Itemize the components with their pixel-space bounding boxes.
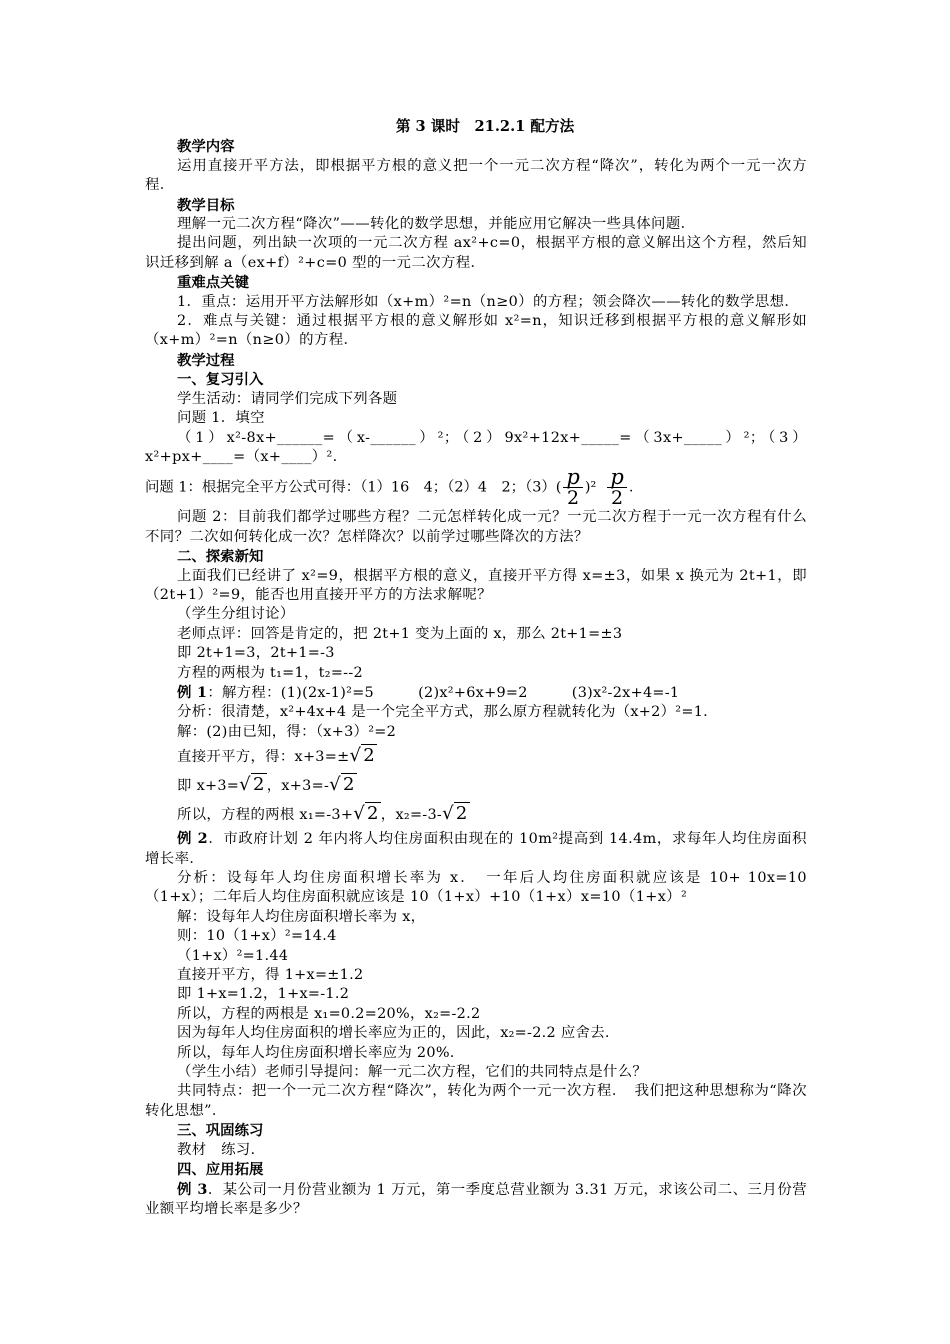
text: ，x₂=-3- [380,807,443,824]
fraction [607,467,626,508]
radicand: 2 [252,774,265,796]
text-line: 则：10（1+x）²=14.4 [177,928,337,945]
example-text: ．市政府计划 2 年内将人均住房面积由现在的 10m²提高到 14.4m，求每年人均住房面积增长率． [145,831,807,867]
text-line: 因为每年人均住房面积的增长率应为正的，因此，x₂=-2.2 应舍去. [177,1025,610,1042]
q1-answer-line: 问题 1：根据完全平方公式可得：（1）16 4；（2）4 2；（3）( $\frac{p}{2}$ )² $\frac{p}{2}$ . [145,465,634,510]
paragraph: 运用直接开平方法，即根据平方根的意义把一个一元二次方程“降次”，转化为两个一元一次方程． [145,157,807,194]
heading-apply: 四、应用拓展 [177,1161,264,1179]
text-line: 即 2t+1=3，2t+1=-3 [177,645,335,662]
example-text: ：解方程：(1)(2x-1)²=5 (2)x²+6x+9=2 (3)x²-2x+4=-1 [207,684,680,701]
sqrt-symbol: √ 2 [442,803,468,825]
example-2 [145,829,807,869]
heading-goal: 教学目标 [177,196,235,214]
text: 所以，方程的两根 x₁=-3+ [177,807,354,824]
paragraph: 问题 2：目前我们都学过哪些方程？二元怎样转化成一元？一元二次方程于一元一次方程有什么不同？二次如何转化成一次？怎样降次？以前学过哪些降次的方法？ [145,509,807,545]
text-line: 教材 练习. [177,1141,256,1158]
text-line: 所以，方程的两根是 x₁=0.2=20%，x₂=-2.2 [177,1005,481,1022]
paragraph: 共同特点：把一个一元二次方程“降次”，转化为两个一元一次方程． 我们把这种思想称为“降次转化思想”． [145,1083,807,1119]
text-line: 问题 1．填空 [177,410,265,427]
text-line: 解：(2)由已知，得：（x+3）²=2 [177,723,397,740]
radicand: 2 [367,803,379,825]
heading-key: 重难点关键 [177,274,249,292]
text-line: 老师点评：回答是肯定的，把 2t+1 变为上面的 x，那么 2t+1=±3 [177,625,623,642]
text-line [145,742,807,771]
text: 即 x+3= [177,778,240,795]
text-line: 直接开平方，得 1+x=±1.2 [177,967,364,984]
text-line: （1+x）²=1.44 [177,947,289,964]
fraction-denominator: 2 [611,487,624,510]
text: 直接开平方，得：x+3=± [177,749,350,766]
paragraph: 理解一元二次方程“降次”——转化的数学思想，并能应用它解决一些具体问题． [177,216,696,233]
example-3 [145,1180,807,1220]
text: ，x+3=- [266,778,330,795]
page-title: 第 3 课时 21.2.1 配方法 [395,118,575,135]
text-line: 分析：很清楚，x²+4x+4 是一个完全平方式，那么原方程就转化为（x+2）²=1. [177,704,709,721]
example-label: 例 3 [177,1180,208,1198]
paragraph: 2．难点与关键：通过根据平方根的意义解形如 x²=n，知识迁移到根据平方根的意义解形如（x+m）²=n（n≥0）的方程． [145,313,807,349]
text-line [145,771,807,800]
example-label: 例 1 [177,683,208,701]
fraction-numerator: p [607,467,626,488]
text-line: 解：设每年人均住房面积增长率为 x， [177,908,426,925]
paragraph: （1）x²-8x+______=（x-______）²；（2）9x²+12x+_____=（3x+_____）²；（3）x²+px+____=（x+____）². [145,429,807,465]
example-1 [145,683,807,703]
heading-explore: 二、探索新知 [177,548,264,566]
paragraph: 上面我们已经讲了 x²=9，根据平方根的意义，直接开平方得 x=±3，如果 x 换元为 2t+1，即（2t+1）²=9，能否也用直接开平方的方法求解呢？ [145,567,807,603]
sqrt-symbol: √ 2 [329,774,355,796]
heading-practice: 三、巩固练习 [177,1122,264,1140]
paragraph: 分析：设每年人均住房面积增长率为 x． 一年后人均住房面积就应该是 10+ 10x=10（1+x）；二年后人均住房面积就应该是 10（1+x）+10（1+x）x=10（1+x）² [145,870,807,906]
sqrt-symbol: √ 2 [353,803,379,825]
fraction [563,467,582,508]
q1-answer-tail: )² [584,479,597,496]
text-line: （学生小结）老师引导提问：解一元二次方程，它们的共同特点是什么？ [177,1064,648,1081]
example-text: ．某公司一月份营业额为 1 万元，第一季度总营业额为 3.31 万元，求该公司二、三月份营业额平均增长率是多少？ [145,1181,807,1217]
q1-answer-text: 问题 1：根据完全平方公式可得：（1）16 4；（2）4 2；（3）( [145,479,562,496]
heading-review: 一、复习引入 [177,371,264,389]
sqrt-symbol: √ 2 [349,745,376,767]
text-line: 即 1+x=1.2，1+x=-1.2 [177,986,350,1003]
heading-process: 教学过程 [177,351,235,369]
paragraph: 1．重点：运用开平方法解形如（x+m）²=n（n≥0）的方程；领会降次——转化的数学思想． [177,293,800,310]
text-line: 所以，每年人均住房面积增长率应为 20%. [177,1044,455,1061]
example-label: 例 2 [177,830,209,848]
text-line: （学生分组讨论） [177,606,295,623]
fraction-numerator: p [563,467,582,488]
text-line [145,800,807,829]
paragraph: 提出问题，列出缺一次项的一元二次方程 ax²+c=0，根据平方根的意义解出这个方程，然后知识迁移到解 a（ex+f）²+c=0 型的一元二次方程． [145,235,807,271]
radicand: 2 [455,803,468,825]
heading-content: 教学内容 [177,138,235,156]
text-line: 方程的两根为 t₁=1，t₂=--2 [177,664,363,681]
fraction-denominator: 2 [567,487,580,510]
text-line: 学生活动：请同学们完成下列各题 [177,390,398,407]
sqrt-symbol: √ 2 [239,774,265,796]
radicand: 2 [342,774,355,796]
document-page [145,117,807,1219]
radicand: 2 [363,745,376,767]
